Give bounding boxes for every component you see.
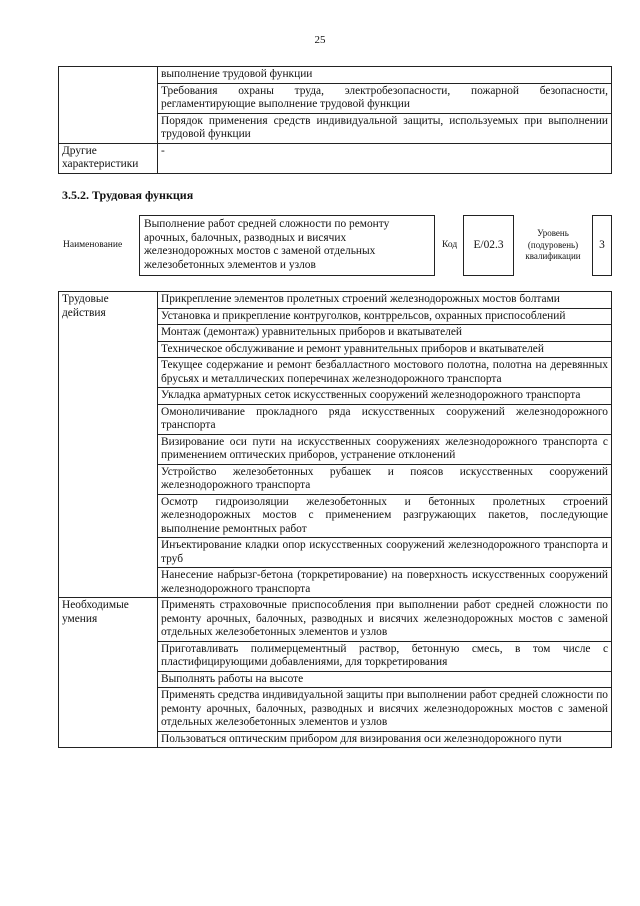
table-cell: Установка и прикрепление контруголков, контррельсов, охранных приспособлений <box>158 308 612 325</box>
table-cell: Требования охраны труда, электробезопасности, пожарной безопасности, регламентирующие выполнение трудовой функции <box>158 83 612 113</box>
table-cell: Текущее содержание и ремонт безбалластного мостового полотна, полотна на деревянных брусьях и металлических поперечинах железнодорожного транспорта <box>158 358 612 388</box>
table-cell: Приготавливать полимерцементный раствор, бетонную смесь, в том числе с пластифицирующими добавлениями, для торкретирования <box>158 641 612 671</box>
section-heading: 3.5.2. Трудовая функция <box>62 188 194 202</box>
name-label: Наименование <box>63 240 123 250</box>
table-cell: Применять средства индивидуальной защиты при выполнении работ средней сложности по ремонту арочных, балочных, разводных и висячих железнодорожных мостов с заменой отдельных железобетонных элементов и узлов <box>158 688 612 732</box>
table-cell: Порядок применения средств индивидуальной защиты, используемых при выполнении трудовой функции <box>158 113 612 143</box>
table-cell: Инъектирование кладки опор искусственных сооружений железнодорожного транспорта и труб <box>158 538 612 568</box>
table-row <box>59 598 612 642</box>
row-label-cell <box>59 67 158 144</box>
required-skills-label: Необходимые умения <box>59 598 158 748</box>
table-cell: Визирование оси пути на искусственных сооружениях железнодорожного транспорта с применением оптических приборов, устранение отклонений <box>158 434 612 464</box>
table-row <box>59 67 612 84</box>
row-label-cell: Другие характеристики <box>59 143 158 173</box>
function-details-table <box>58 291 612 748</box>
labor-actions-label: Трудовые действия <box>59 292 158 598</box>
code-label: Код <box>442 240 458 250</box>
table-cell: Омоноличивание прокладного ряда искусственных сооружений железнодорожного транспорта <box>158 404 612 434</box>
table-cell: - <box>158 143 612 173</box>
table-cell: Монтаж (демонтаж) уравнительных приборов и вкатывателей <box>158 325 612 342</box>
name-value-box: Выполнение работ средней сложности по ремонту арочных, балочных, разводных и висячих железнодорожных мостов с заменой отдельных железобетонных элементов и узлов <box>139 215 435 276</box>
level-value-box: 3 <box>592 215 612 276</box>
table-row <box>59 143 612 173</box>
table-cell: Применять страховочные приспособления при выполнении работ средней сложности по ремонту арочных, балочных, разводных и висячих железнодорожных мостов с заменой отдельных железобетонных элементов и узлов <box>158 598 612 642</box>
table-cell: Нанесение набрызг-бетона (торкретирование) на поверхность искусственных сооружений железнодорожного транспорта <box>158 568 612 598</box>
level-label: Уровень (подуровень) квалификации <box>525 228 581 261</box>
table-cell: выполнение трудовой функции <box>158 67 612 84</box>
continuation-table <box>58 66 612 174</box>
table-cell: Прикрепление элементов пролетных строений железнодорожных мостов болтами <box>158 292 612 309</box>
table-cell: Пользоваться оптическим прибором для визирования оси железнодорожного пути <box>158 731 612 748</box>
table-cell: Осмотр гидроизоляции железобетонных и бетонных пролетных строений железнодорожных мостов с применением разгружающих пакетов, последующие выполнение ремонтных работ <box>158 494 612 538</box>
table-cell: Укладка арматурных сеток искусственных сооружений железнодорожного транспорта <box>158 388 612 405</box>
table-cell: Выполнять работы на высоте <box>158 671 612 688</box>
code-value-box: E/02.3 <box>463 215 514 276</box>
page-number: 25 <box>314 34 326 46</box>
table-cell: Техническое обслуживание и ремонт уравнительных приборов и вкатывателей <box>158 341 612 358</box>
table-row <box>59 292 612 309</box>
table-cell: Устройство железобетонных рубашек и поясов искусственных сооружений железнодорожного транспорта <box>158 464 612 494</box>
